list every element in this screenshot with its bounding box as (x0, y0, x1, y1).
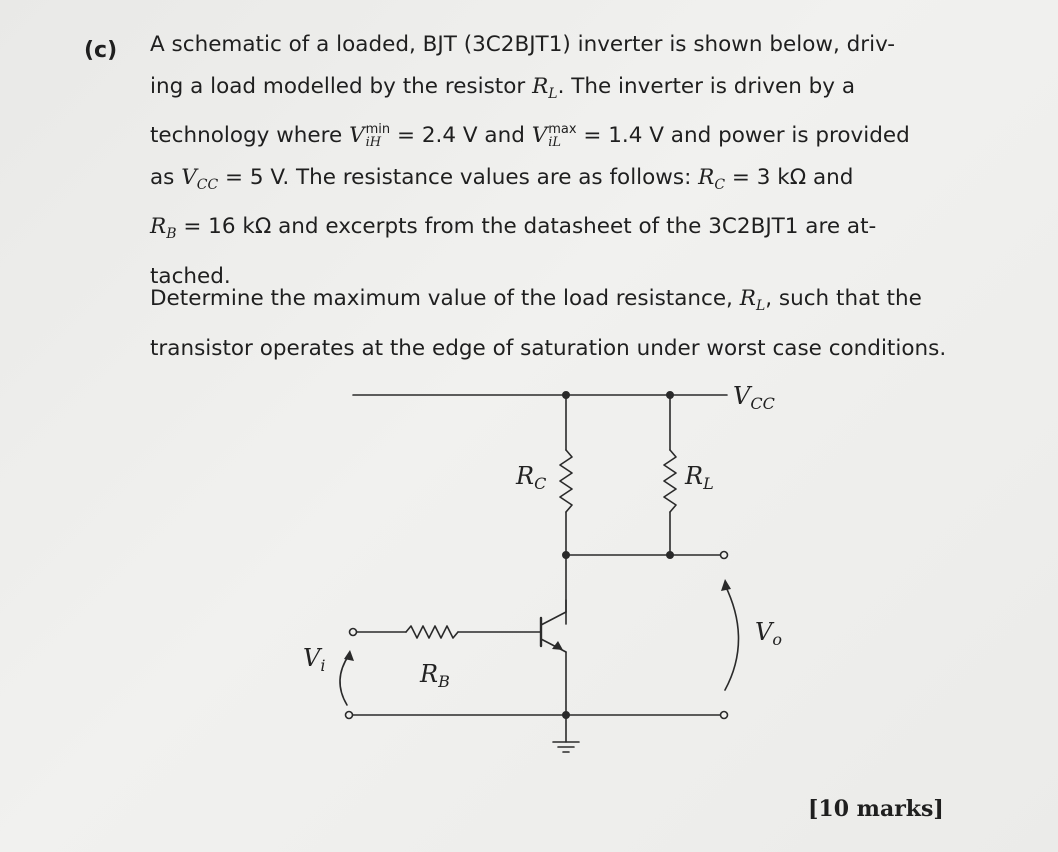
text-line: tached. (150, 263, 231, 289)
input-terminal-bottom (346, 712, 353, 719)
resistor-rl (664, 450, 676, 512)
symbol-RL: $R_L$ (739, 286, 766, 314)
marks-label: [10 marks] (808, 796, 944, 822)
label-rl: $R_L$ (685, 462, 714, 493)
resistor-rb (406, 626, 458, 638)
symbol-ViL: V max iL (531, 122, 577, 150)
ground-icon (553, 742, 579, 752)
text-line: technology where V min iH = 2.4 V and V max iL = 1.4 V and power is provided (150, 122, 910, 150)
output-terminal-bottom (721, 712, 728, 719)
text-line: A schematic of a loaded, BJT (3C2BJT1) inverter is shown below, driv- (150, 32, 895, 57)
symbol-RL: $R_L$ (532, 73, 558, 102)
resistor-rc (560, 450, 572, 512)
text-line: Determine the maximum value of the load resistance, $R_L$, such that the (150, 286, 922, 314)
label-vi: $V_i$ (303, 644, 326, 675)
symbol-ViH: V min iH (349, 122, 391, 150)
label-vcc: $V_{CC}$ (733, 382, 775, 413)
symbol-RC: $R_C$ (698, 164, 726, 193)
symbol-RB: $R_B$ (150, 214, 177, 242)
text-line: transistor operates at the edge of saturation under worst case conditions. (150, 335, 947, 361)
vo-arrowhead (721, 579, 731, 591)
symbol-VCC: $V_{CC}$ (181, 164, 219, 193)
output-terminal-top (721, 552, 728, 559)
text-line: ing a load modelled by the resistor $R_L$. The inverter is driven by a (150, 73, 856, 102)
label-rc: $R_C$ (516, 462, 547, 493)
question-label: (c) (84, 38, 118, 63)
vi-arrow (340, 655, 349, 705)
input-terminal-top (350, 629, 357, 636)
text-line: as $V_{CC} = 5$ V. The resistance values are as follows: $R_C = 3$ kΩ and (150, 164, 854, 193)
text-line: $R_B = 16$ kΩ and excerpts from the datasheet of the 3C2BJT1 are at- (150, 214, 877, 242)
vo-arrow (725, 585, 739, 690)
bjt-transistor (541, 612, 566, 715)
label-rb: $R_B$ (420, 660, 450, 691)
label-vo: $V_o$ (755, 618, 782, 649)
